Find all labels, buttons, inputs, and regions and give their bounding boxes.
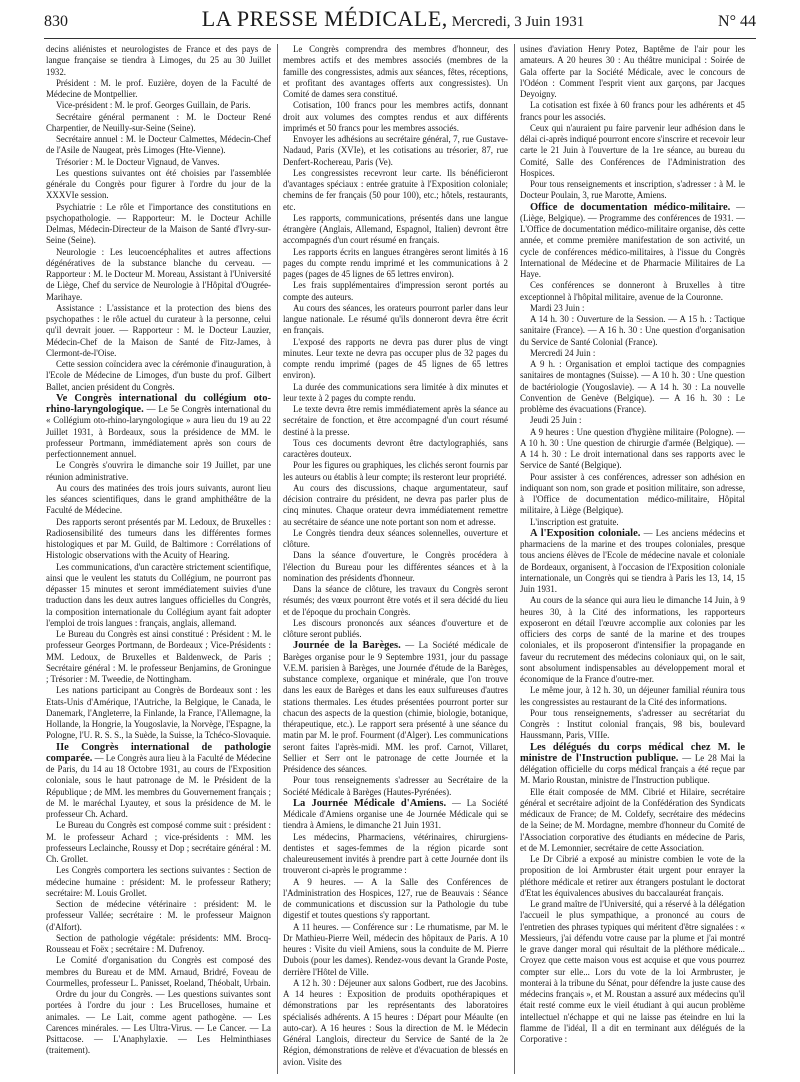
paragraph: A 9 heures. — A la Salle des Conférences de l'Administration des Hospices, 127, rue de Beauvais : Séance de communications et discussion sur la Pathologie du tube digestif et toutes questions s'y rapportant. — [283, 876, 508, 921]
paragraph: Neurologie : Les leucoencéphalites et autres affections dégénératives de la substance blanche du cerveau. — Rapporteur : M. le Docteur M. Moreau, Assistant à l'Université de Liège, Chef du service de Neurologie à l'Hôpital d'Ougrée-Marihaye. — [46, 246, 271, 302]
paragraph: Président : M. le prof. Euzière, doyen de la Faculté de Médecine de Montpellier. — [46, 77, 271, 99]
column-3 — [520, 44, 745, 1078]
paragraph: Au cours des matinées des trois jours suivants, auront lieu les séances scientifiques, dans le grand amphithéâtre de la Faculté de Médecine. — [46, 482, 271, 516]
paragraph: Mercredi 24 Juin : — [530, 347, 596, 358]
paragraph: Des rapports seront présentés par M. Ledoux, de Bruxelles : Radiosensibilité des tumeurs dans les différentes formes histologiques et par M. Guild, de Baltimore : Corrélations of Histologic observations with the Acuity of Hearing. — [46, 516, 271, 561]
page-header — [44, 6, 756, 39]
paragraph: La durée des communications sera limitée à dix minutes et leur texte à 2 pages du compte rendu. — [283, 381, 508, 403]
paragraph: Le texte devra être remis immédiatement après la séance au secrétaire de fonction, et être accompagné d'un court résumé destiné à la presse. — [283, 404, 508, 437]
paragraph: Elle était composée de MM. Cibrié et Hilaire, secrétaire général et secrétaire adjoint de la Confédération des Syndicats médicaux de France; de M. Coldefy, secrétaire des médecins de la Seine; de M. Mordagne, membre d'honneur du Comité de l'Association corporative des étudiants en médecine de Paris, et de M. Lemonnier, secrétaire de cette Association. — [520, 786, 745, 853]
paragraph: Mardi 23 Juin : — [530, 302, 585, 313]
column-2 — [283, 44, 508, 1078]
article-headline: Journée de la Barèges. — [293, 640, 401, 652]
paragraph: Pour tous renseignements et inscription, s'adresser : à M. le Docteur Poulain, 3, rue Marotte, Amiens. — [520, 179, 745, 201]
paragraph: Le Comité d'organisation du Congrès est composé des membres du Bureau et de MM. Arnaud, Bridré, Foveau de Courmelles, professeur L. Panisset, Roeland, Théobalt, Urbain. — [46, 955, 271, 988]
paragraph: Le grand maître de l'Université, qui a réservé à la délégation l'accueil le plus sympathique, a prononcé au cours de l'entretien des phrases typiques qui méritent d'être signalées : « Messieurs, j'ai défendu votre cause par la plume et j'ai montré le grave danger moral qui résultait de la pléthore médicale... Croyez que cette maison vous est acquise et que vous pourrez compter sur elle... Lors du vote de la loi Armbruster, je monterai à la tribune du Sénat, pour défendre la juste cause des médecins français », et M. Roustan a assuré aux médecins qu'il était resté comme eux le vieil étudiant à qui aucun problème intellectuel n'échappe et qui ne laisse pas éteindre en lui la flamme de l'idéal, Il a dit en terminant aux délégués de la Corporative : — [520, 899, 745, 1044]
paragraph: Le Dr Cibrié a exposé au ministre combien le vote de la proposition de loi Armbruster était urgent pour enrayer la pléthore médicale et retirer aux étrangers postulant le doctorat d'Etat les équivalences abusives du baccalauréat français. — [520, 854, 745, 898]
paragraph: Les médecins, Pharmaciens, vétérinaires, chirurgiens-dentistes et sages-femmes de la région picarde sont chaleureusement invités à prendre part à cette Journée dont ils trouveront ci-après le programme : — [283, 831, 508, 876]
paragraph: Ces conférences se donneront à Bruxelles à titre exceptionnel à l'hôpital militaire, avenue de la Couronne. — [520, 280, 745, 302]
paragraph: A 9 heures : Une question d'hygiène militaire (Pologne). — A 10 h. 30 : Une question de chirurgie d'armée (Belgique). — A 14 h. 30 : Le droit international dans ses rapports avec le Service de Santé (Belgique). — [520, 426, 745, 471]
paragraph: Les nations participant au Congrès de Bordeaux sont : les Etats-Unis d'Amérique, l'Autriche, la Belgique, le Canada, le Danemark, l'Angleterre, la Finlande, la France, l'Allemagne, la Hollande, la Hongrie, la Yougoslavie, la Norvège, l'Espagne, la Pologne, l'U. R. S. S., la Suède, la Suisse, la Tchéco-Slovaquie. — [46, 685, 271, 741]
paragraph: A 12 h. 30 : Déjeuner aux salons Godbert, rue des Jacobins. A 14 heures : Exposition de produits opothérapiques et démonstrations par les représentants des laboratoires spécialisés adhérents. A 15 heures : Départ pour Méaulte (en auto-car). A 16 heures : Sous la direction de M. le Médecin Général Langlois, directeur du Service de Santé de la 2e Région, démonstrations de relève et d'évacuation de blessés en avion. Visite des — [283, 977, 508, 1067]
paragraph: Les Congrès comportera les sections suivantes : Section de médecine humaine : président: M. le professeur Rathery; secrétaire: M. Louis Grollet. — [46, 865, 271, 898]
paragraph: Les frais supplémentaires d'impression seront portés au compte des auteurs. — [283, 280, 508, 302]
article-headline: Les délégués du corps médical chez M. le ministre de l'Instruction publique. — [520, 741, 745, 764]
paragraph: Le Congrès s'ouvrira le dimanche soir 19 Juillet, par une réunion administrative. — [46, 460, 271, 482]
paragraph: Pour assister à ces conférences, adresser son adhésion en indiquant son nom, son grade et position militaire, son adresse, à l'Office de documentation médico-militaire, Hôpital militaire, à Liège (Belgique). — [520, 471, 745, 516]
paragraph: Au cours des discussions, chaque argumentateur, sauf décision contraire du président, ne devra pas parler plus de cinq minutes. Chaque orateur devra immédiatement remettre au secrétaire de séance une note portant son nom et adresse. — [283, 482, 508, 527]
paragraph: Jeudi 25 Juin : — [530, 415, 582, 426]
paragraph: Tous ces documents devront être dactylographiés, sans caractères douteux. — [283, 437, 508, 459]
paragraph: Au cours de la séance qui aura lieu le dimanche 14 Juin, à 9 heures 30, à la Cité des informations, les rapporteurs exposeront en détail l'œuvre accomplie aux colonies par les officiers des corps de santé de la marine et des troupes coloniales, et ils proposeront d'intensifier la propagande en faveur du recrutement des médecins coloniaux qui, on le sait, sont absolument indispensables au développement moral et économique de la France d'outre-mer. — [520, 595, 745, 684]
article-lead: Ve Congrès international du collégium oto-rhino-laryngologique. — Le 5e Congrès international du « Collégium oto-rhino-laryngologique » aura lieu du 19 au 22 Juillet 1931, à Bordeaux, sous la présidence de MM. le professeur Portmann, immédiatement après son cours de perfectionnement annuel. — [46, 392, 271, 459]
paragraph: Envoyer les adhésions au secrétaire général, 7, rue Gustave-Nadaud, Paris (XVIe), et les cotisations au trésorier, 87, rue Denfert-Rochereau, Paris (Ve). — [283, 134, 508, 167]
issue-date: Mercredi, 3 Juin 1931 — [451, 14, 585, 30]
paragraph: Psychiatrie : Le rôle et l'importance des constitutions en psychopathologie. — Rapporteur: M. le Docteur Achille Delmas, Médecin-Directeur de la Maison de Santé d'Ivry-sur-Seine (Seine). — [46, 201, 271, 246]
paragraph: A 11 heures. — Conférence sur : Le rhumatisme, par M. le Dr Mathieu-Pierre Weil, médecin des hôpitaux de Paris. A 10 heures : Visite du vieil Amiens, sous la conduite de M. Pierre Dubois (pour les dames). Rendez-vous devant la Grande Poste, derrière l'Hôtel de Ville. — [283, 921, 508, 977]
article-headline: IIe Congrès international de pathologie comparée. — [46, 741, 271, 764]
column-divider — [514, 44, 515, 1074]
article-lead: Les délégués du corps médical chez M. le ministre de l'Instruction publique. — Le 28 Mai la délégation officielle du corps médical français a été reçue par M. Mario Roustan, ministre de l'Instruction publique. — [520, 741, 745, 786]
paragraph: Secrétaire général permanent : M. le Docteur René Charpentier, de Neuilly-sur-Seine (Seine). — [46, 111, 271, 133]
paragraph: Les rapports écrits en langues étrangères seront limités à 16 pages du compte rendu imprimé et les communications à 2 pages (pages de 45 lignes de 65 lettres environ). — [283, 246, 508, 279]
paragraph: Pour les figures ou graphiques, les clichés seront fournis par les auteurs ou établis à leur compte; ils resteront leur propriété. — [283, 460, 508, 482]
paragraph: La cotisation est fixée à 60 francs pour les adhérents et 45 francs pour les associés. — [520, 100, 745, 122]
paragraph: Secrétaire annuel : M. le Docteur Calmettes, Médecin-Chef de l'Asile de Naugeat, près Limoges (Hte-Vienne). — [46, 134, 271, 156]
article-headline: Ve Congrès international du collégium oto-rhino-laryngologique. — [46, 392, 271, 415]
paragraph: Section de pathologie végétale: présidents: MM. Brocq-Rousseau et Foëx ; secrétaire : M. Dufrenoy. — [46, 932, 271, 954]
column-1 — [46, 44, 271, 1078]
paragraph: Pour tous renseignements s'adresser au Secrétaire de la Société Médicale à Barèges (Hautes-Pyrénées). — [283, 775, 508, 797]
paragraph: Assistance : L'assistance et la protection des biens des psychopathes : le rôle actuel du curateur à la personne, celui qu'il devrait jouer. — Rapporteur : M. le Docteur Lauzier, Médecin-Chef de la Maison de Santé de Fitz-James, à Clermont-de-l'Oise. — [46, 302, 271, 358]
paragraph: Les congressistes recevront leur carte. Ils bénéficieront d'avantages spéciaux : entrée gratuite à l'Exposition coloniale; chemins de fer français (50 pour 100), etc.; hôtels, restaurants, etc. — [283, 167, 508, 212]
paragraph: Cotisation, 100 francs pour les membres actifs, donnant droit aux volumes des comptes rendus et aux différents imprimés et 50 francs pour les membres associés. — [283, 100, 508, 133]
column-divider — [277, 44, 278, 1074]
paragraph: Les rapports, communications, présentés dans une langue étrangère (Anglais, Allemand, Espagnol, Italien) devront être accompagnés d'un court résumé en français. — [283, 212, 508, 246]
article-headline: La Journée Médicale d'Amiens. — [293, 797, 447, 809]
paragraph: decins aliénistes et neurologistes de France et des pays de langue française se tiendra à Limoges, du 25 au 30 Juillet 1932. — [46, 44, 271, 77]
paragraph: L'inscription est gratuite. — [530, 516, 619, 527]
paragraph: Le Bureau du Congrès est composé comme suit : président : M. le professeur Achard ; vice-présidents : MM. les professeurs Leclainche, Roussy et Dop ; secrétaire général : M. Ch. Grollet. — [46, 820, 271, 864]
paragraph: Vice-président : M. le prof. Georges Guillain, de Paris. — [56, 100, 251, 111]
paragraph: usines d'aviation Henry Potez, Baptême de l'air pour les amateurs. A 20 heures 30 : Au théâtre municipal : Soirée de Gala offerte par la Société Médicale, avec le concours de l'Odéon : Comment l'esprit vient aux garçons, par Jacques Deyoigny. — [520, 44, 745, 99]
paragraph: Le Congrès tiendra deux séances solennelles, ouverture et clôture. — [283, 527, 508, 549]
masthead — [202, 6, 585, 32]
paragraph: Ceux qui n'auraient pu faire parvenir leur adhésion dans le délai ci-après indiqué pourront encore s'inscrire et recevoir leur carte le 21 Juin à l'ouverture de la 1re séance, au bureau du Comité, Salle des Conférences de l'Administration des Hospices. — [520, 122, 745, 178]
article-lead: A l'Exposition coloniale. — Les anciens médecins et pharmaciens de la marine et des troupes coloniales, presque tous anciens élèves de l'Ecole de médecine navale et coloniale de Bordeaux, organisent, à l'occasion de l'Exposition coloniale internationale, un Congrès qui se tiendra à Paris les 13, 14, 15 Juin 1931. — [520, 527, 745, 594]
paragraph: Le Congrès comprendra des membres d'honneur, des membres actifs et des membres associés (membres de la famille des congressistes, admis aux séances, fêtes, réceptions, et profitant des avantages offerts aux congressistes). Un Comité de dames sera constitué. — [283, 44, 508, 99]
article-headline: A l'Exposition coloniale. — [530, 527, 641, 539]
paragraph: Section de médecine vétérinaire : président: M. le professeur Vallée; secrétaire : M. le professeur Maignon (d'Alfort). — [46, 899, 271, 932]
article-lead: Journée de la Barèges. — La Société médicale de Barèges organise pour le 9 Septembre 1931, jour du passage V.E.M. parisien à Barèges, une Journée d'étude de la Barèges, substance complexe, organique et minérale, que l'on trouve dans les eaux de Barèges et dans les eaux sulfureuses d'autres stations thermales. Les études présentées pourront porter sur chacun des aspects de la question (chimie, biologie, botanique, thérapeutique, etc.). Le rapport sera présenté à une séance du matin par M. le prof. Fourment (d'Alger). Les communications seront faites l'après-midi. MM. les prof. Carnot, Villaret, Sellier et Serr ont le patronage de cette Journée et la Présidence des séances. — [283, 640, 508, 774]
paragraph: Dans la séance de clôture, les travaux du Congrès seront résumés; des vœux pourront être votés et il sera décidé du lieu et de l'époque du prochain Congrès. — [283, 584, 508, 617]
paragraph: Le même jour, à 12 h. 30, un déjeuner familial réunira tous les congressistes au restaurant de la Cité des informations. — [520, 685, 745, 707]
paragraph: Le Bureau du Congrès est ainsi constitué : Président : M. le professeur Georges Portmann, de Bordeaux ; Vice-Présidents : MM. Ledoux, de Bruxelles et Baldenweck, de Paris ; Secrétaire général : M. le professeur Benjamins, de Groningue ; Trésorier : M. Tweedie, de Nottingham. — [46, 629, 271, 684]
paragraph: Trésorier : M. le Docteur Vignaud, de Vanves. — [56, 156, 220, 167]
paragraph: Dans la séance d'ouverture, le Congrès procédera à l'élection du Bureau pour les différentes séances et à la nomination des présidents d'honneur. — [283, 550, 508, 583]
paragraph: Les questions suivantes ont été choisies par l'assemblée générale du Congrès pour figurer à l'ordre du jour de la XXXVIe session. — [46, 167, 271, 201]
paragraph: Pour tous renseignements, s'adresser au secrétariat du Congrès : Institut colonial français, 98 bis, boulevard Haussmann, Paris, VIIIe. — [520, 707, 745, 741]
paragraph: Les communications, d'un caractère strictement scientifique, ainsi que le veulent les statuts du Collégium, ne pourront pas dépasser 15 minutes et seront immédiatement suivies d'une traduction dans les deux autres langues officielles du Congrès, la composition internationale du Collégium ayant fait adopter l'emploi de trois langues : français, anglais, allemand. — [46, 561, 271, 628]
paragraph: Les discours prononcés aux séances d'ouverture et de clôture seront publiés. — [283, 617, 508, 639]
paragraph: L'exposé des rapports ne devra pas durer plus de vingt minutes. Leur texte ne devra pas occuper plus de 32 pages du compte rendu imprimé (pages de 45 lignes de 65 lettres environ). — [283, 336, 508, 381]
article-lead: IIe Congrès international de pathologie comparée. — Le Congrès aura lieu à la Faculté de Médecine de Paris, du 14 au 18 Octobre 1931, au cours de l'Exposition coloniale, sous le haut patronage de M. le Président de la République ; de MM. les membres du Gouvernement français ; de M. le maréchal Lyautey, et sous la présidence de M. le professeur Ch. Achard. — [46, 741, 271, 819]
issue-number: N° 44 — [718, 13, 756, 30]
paragraph: Cette session coïncidera avec la cérémonie d'inauguration, à l'Ecole de Médecine de Limoges, d'un buste du prof. Gilbert Ballet, ancien président du Congrès. — [46, 359, 271, 392]
article-lead: La Journée Médicale d'Amiens. — La Société Médicale d'Amiens organise une 4e Journée Médicale qui se tiendra à Amiens, le dimanche 21 Juin 1931. — [283, 797, 508, 831]
page-number: 830 — [44, 13, 68, 30]
article-lead: Office de documentation médico-militaire. — (Liège, Belgique). — Programme des conférences de 1931. — L'Office de documentation médico-militaire organise, dès cette année, et comme première manifestation de son activité, un cycle de conférences médico-militaires, à l'issue du Congrès International de Médecine et de Pharmacie Militaires de La Haye. — [520, 201, 745, 279]
paragraph: A 9 h. : Organisation et emploi tactique des compagnies sanitaires de montagnes (Suisse). — A 10 h. 30 : Une question de bactériologie (Yougoslavie). — A 14 h. 30 : La nouvelle Convention de Genève (Belgique). — A 16 h. 30 : Le problème des évacuations (France). — [520, 359, 745, 414]
article-headline: Office de documentation médico-militaire. — [530, 201, 731, 213]
paragraph: A 14 h. 30 : Ouverture de la Session. — A 15 h. : Tactique sanitaire (France). — A 16 h. 30 : Une question d'organisation du Service de Santé Colonial (France). — [520, 314, 745, 347]
paragraph: Ordre du jour du Congrès. — Les questions suivantes sont portées à l'ordre du jour : Les Brucelloses, humaine et animales. — Le Lait, comme agent pathogène. — Les Carences minérales. — Les Ultra-Virus. — Le Cancer. — La Psittacose. — L'Anaphylaxie. — Les Helminthiases (traitement). — [46, 989, 271, 1056]
paper-title: LA PRESSE MÉDICALE, — [201, 6, 448, 31]
paragraph: Au cours des séances, les orateurs pourront parler dans leur langue nationale. Le résumé qu'ils donneront devra être écrit en français. — [283, 302, 508, 336]
